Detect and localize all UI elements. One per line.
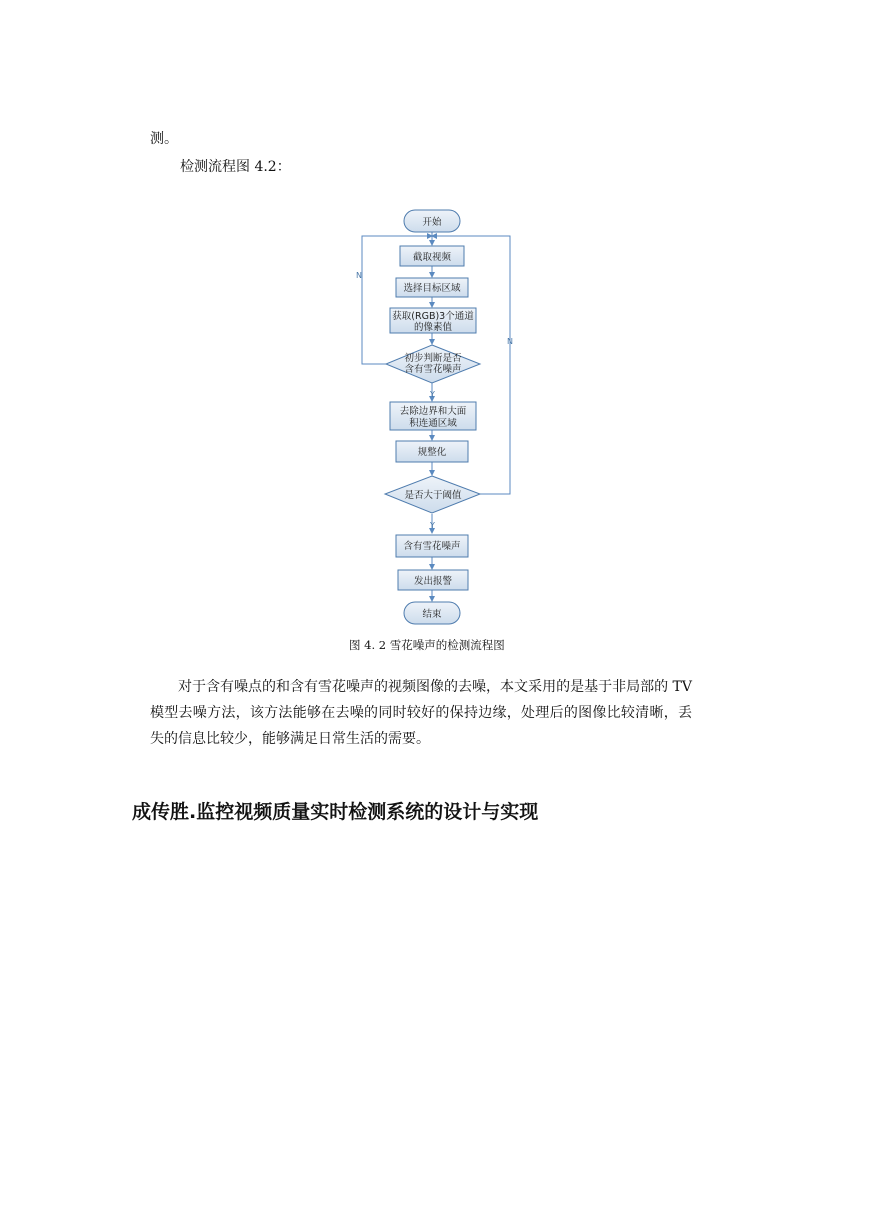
svg-text:去除边界和大面: 去除边界和大面 [399,406,467,417]
figure-caption: 图 4. 2 雪花噪声的检测流程图 [349,638,505,652]
flow-remove-regions [390,402,476,430]
text-fragment: 测。 [150,131,178,147]
svg-text:选择目标区域: 选择目标区域 [403,283,461,294]
svg-text:截取视频: 截取视频 [412,252,452,263]
svg-text:发出报警: 发出报警 [413,576,453,587]
svg-text:规整化: 规整化 [417,447,447,458]
flow-select-region [396,278,468,297]
label-y-2: Y [430,521,435,530]
flow-start [404,210,460,232]
flow-contains-noise [396,535,468,557]
flow-decision-initial [386,345,480,383]
svg-text:结束: 结束 [422,609,442,620]
flow-normalize [396,441,468,462]
svg-text:是否大于阈值: 是否大于阈值 [404,490,462,501]
label-n-left: N [356,271,362,280]
snow-noise-flowchart [340,200,530,630]
svg-text:开始: 开始 [422,217,442,228]
body-paragraph: 对于含有噪点的和含有雪花噪声的视频图像的去噪，本文采用的是基于非局部的 TV 模型去噪方法，该方法能够在去噪的同时较好的保持边缘，处理后的图像比较清晰，丢失的信息比较少，能够满足日常生活的需要。 [150,679,692,747]
flowchart-reference: 检测流程图 4.2： [180,159,291,175]
flow-decision-threshold [385,476,480,513]
flow-get-pixels [390,308,476,333]
label-y-1: Y [430,390,435,399]
flow-end [404,602,460,624]
svg-text:获取(RGB)3个通道: 获取(RGB)3个通道 [392,311,474,322]
svg-text:积连通区域: 积连通区域 [409,418,457,429]
label-n-right: N [507,337,513,346]
svg-text:的像素值: 的像素值 [413,322,453,333]
svg-text:含有雪花噪声: 含有雪花噪声 [404,364,462,375]
page-heading: 成传胜.监控视频质量实时检测系统的设计与实现 [132,801,539,823]
flow-alarm [398,570,468,590]
svg-text:初步判断是否: 初步判断是否 [404,353,462,364]
flow-capture [400,246,464,266]
svg-text:含有雪花噪声: 含有雪花噪声 [403,541,461,552]
